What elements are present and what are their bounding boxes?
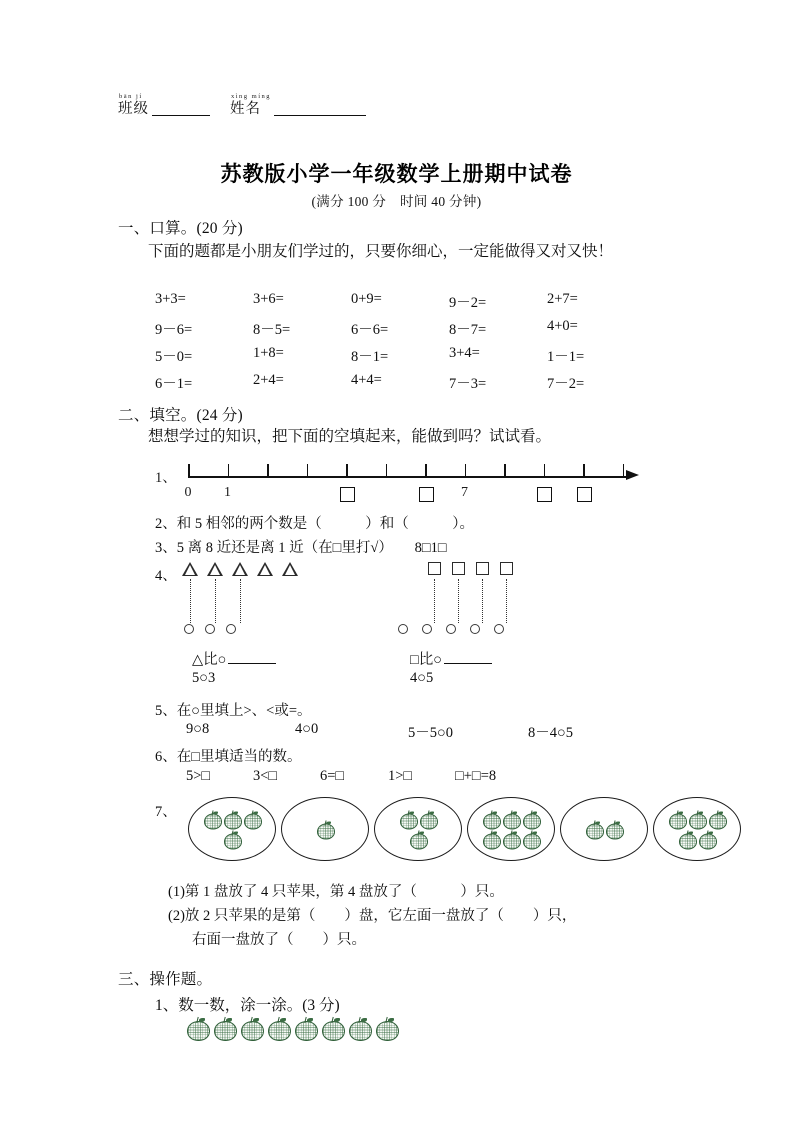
circle-shape — [205, 624, 215, 634]
class-field-label — [118, 93, 149, 117]
question-2-4-left-figure — [182, 562, 352, 658]
plate-apples — [569, 820, 639, 839]
apple-icon — [203, 810, 222, 829]
apple-icon — [348, 1016, 372, 1040]
numberline-tick — [425, 464, 427, 477]
class-input-blank[interactable] — [152, 101, 210, 116]
compare-top-row — [428, 562, 513, 575]
apple-icon — [223, 810, 242, 829]
apple-plates-row — [188, 797, 741, 861]
apple-icon — [186, 1016, 210, 1040]
question-2-1-numberline — [155, 458, 655, 514]
numberline-axis — [188, 476, 628, 478]
apple-icon — [585, 820, 604, 839]
q7-sub-2[interactable]: (2)放 2 只苹果的是第（ ）盘，它左面一盘放了（ ）只， — [168, 908, 577, 924]
apple-icon — [482, 830, 501, 849]
calc-item[interactable]: 1－1= — [547, 349, 585, 365]
circle-shape — [470, 624, 480, 634]
q6-item-4[interactable]: 1>□ — [388, 768, 413, 784]
numberline-tick — [386, 464, 388, 477]
triangle-shape — [207, 562, 223, 576]
q5-item-1[interactable]: 9○8 — [186, 721, 210, 737]
q1-number: 1、 — [155, 470, 177, 486]
apple-icon — [688, 810, 707, 829]
numberline-tick — [583, 464, 585, 477]
apple-plate — [560, 797, 648, 861]
calc-item[interactable]: 4+4= — [351, 372, 382, 388]
class-pinyin: bān jí — [119, 93, 143, 100]
circle-shape — [422, 624, 432, 634]
apple-icon — [321, 1016, 345, 1040]
apple-icon — [213, 1016, 237, 1040]
triangle-shape — [182, 562, 198, 576]
calc-item[interactable]: 0+9= — [351, 291, 382, 307]
apple-plate — [281, 797, 369, 861]
match-dotted-line — [215, 579, 216, 623]
match-dotted-line — [190, 579, 191, 623]
class-hanzi: 班级 — [118, 101, 149, 117]
q4-right-compare[interactable]: 4○5 — [410, 670, 434, 686]
compare-top-row — [182, 562, 298, 576]
q4-left-caption[interactable] — [192, 648, 276, 669]
square-shape — [500, 562, 513, 575]
calc-item[interactable]: 9－2= — [449, 295, 487, 311]
numberline-tick — [465, 464, 467, 477]
calc-item[interactable]: 8－7= — [449, 322, 487, 338]
numberline-tick — [228, 464, 230, 477]
section-3-question-1: 1、数一数，涂一涂。(3 分) — [155, 997, 340, 1014]
apple-plate — [188, 797, 276, 861]
question-2-3[interactable]: 3、5 离 8 近还是离 1 近（在□里打√） 8□1□ — [155, 540, 447, 556]
apple-icon — [267, 1016, 291, 1040]
numberline-tick — [188, 464, 190, 477]
apple-icon — [399, 810, 418, 829]
plate-apples — [476, 810, 546, 849]
q6-item-2[interactable]: 3<□ — [253, 768, 278, 784]
section-2-heading: 二、填空。(24 分) — [118, 407, 243, 424]
q4-right-caption[interactable] — [410, 648, 492, 669]
numberline-answer-box[interactable] — [419, 487, 434, 502]
calc-item[interactable]: 6－6= — [351, 322, 389, 338]
apple-icon — [409, 830, 428, 849]
numberline-arrow-icon — [626, 470, 639, 480]
apple-icon — [240, 1016, 264, 1040]
circle-shape — [446, 624, 456, 634]
plate-apples — [395, 810, 441, 849]
numberline-tick — [504, 464, 506, 477]
apple-count-row — [186, 1016, 399, 1040]
q7-sub-1[interactable]: (1)第 1 盘放了 4 只苹果，第 4 盘放了（ ）只。 — [168, 884, 504, 900]
circle-shape — [398, 624, 408, 634]
apple-icon — [698, 830, 717, 849]
page-title: 苏教版小学一年级数学上册期中试卷 — [220, 162, 573, 186]
oral-arithmetic-grid — [155, 291, 645, 393]
apple-icon — [223, 830, 242, 849]
apple-icon — [678, 830, 697, 849]
calc-item[interactable]: 5－0= — [155, 349, 193, 365]
calc-item[interactable]: 6－1= — [155, 376, 193, 392]
q4-number: 4、 — [155, 568, 177, 584]
plate-apples — [313, 820, 337, 839]
match-dotted-line — [506, 579, 507, 623]
calc-item[interactable]: 8－5= — [253, 322, 291, 338]
apple-icon — [375, 1016, 399, 1040]
square-shape — [476, 562, 489, 575]
apple-icon — [482, 810, 501, 829]
q5-item-4[interactable]: 8－4○5 — [528, 725, 574, 741]
circle-shape — [184, 624, 194, 634]
numberline-label: 0 — [184, 485, 192, 500]
apple-plate — [653, 797, 741, 861]
triangle-shape — [257, 562, 273, 576]
q6-item-5[interactable]: □+□=8 — [455, 768, 497, 784]
calc-item[interactable]: 3+6= — [253, 291, 284, 307]
apple-icon — [316, 820, 335, 839]
q4-left-answer-blank[interactable] — [228, 650, 276, 664]
numberline-tick — [544, 464, 546, 477]
q5-item-3[interactable]: 5－5○0 — [408, 725, 454, 741]
section-1-heading: 一、口算。(20 分) — [118, 220, 243, 237]
student-info-line — [118, 93, 366, 117]
numberline-tick — [307, 464, 309, 477]
question-2-2[interactable]: 2、和 5 相邻的两个数是（ ）和（ ）。 — [155, 516, 474, 532]
calc-item[interactable]: 2+7= — [547, 291, 578, 307]
calc-item[interactable]: 8－1= — [351, 349, 389, 365]
triangle-shape — [232, 562, 248, 576]
match-dotted-line — [240, 579, 241, 623]
q4-right-answer-blank[interactable] — [444, 650, 492, 664]
apple-icon — [294, 1016, 318, 1040]
calc-item[interactable]: 3+3= — [155, 291, 186, 307]
triangle-shape — [282, 562, 298, 576]
numberline-label: 1 — [224, 485, 231, 500]
calc-item[interactable]: 9－6= — [155, 322, 193, 338]
apple-icon — [243, 810, 262, 829]
numberline-answer-box[interactable] — [537, 487, 552, 502]
calc-item[interactable]: 7－3= — [449, 376, 487, 392]
name-hanzi: 姓名 — [230, 101, 261, 117]
numberline-tick — [623, 464, 625, 477]
apple-icon — [502, 830, 521, 849]
apple-icon — [708, 810, 727, 829]
apple-icon — [668, 810, 687, 829]
plate-apples — [197, 810, 267, 849]
apple-plate — [467, 797, 555, 861]
compare-bottom-row — [184, 624, 236, 634]
q4-left-caption-text: △比○ — [192, 652, 227, 668]
apple-icon — [419, 810, 438, 829]
q6-item-1[interactable]: 5>□ — [186, 768, 211, 784]
page-subtitle: (满分 100 分 时间 40 分钟) — [311, 194, 482, 209]
numberline-label: 7 — [461, 485, 468, 500]
q6-item-3[interactable]: 6=□ — [320, 768, 345, 784]
apple-icon — [502, 810, 521, 829]
circle-shape — [494, 624, 504, 634]
calc-item[interactable]: 4+0= — [547, 318, 578, 334]
numberline-tick — [346, 464, 348, 477]
calc-item[interactable]: 3+4= — [449, 345, 480, 361]
name-pinyin: xìng míng — [231, 93, 272, 100]
question-2-6-prompt: 6、在□里填适当的数。 — [155, 749, 302, 765]
calc-item[interactable]: 7－2= — [547, 376, 585, 392]
square-shape — [428, 562, 441, 575]
q5-item-2[interactable]: 4○0 — [295, 721, 319, 737]
q7-sub-2-cont[interactable]: 右面一盘放了（ ）只。 — [192, 932, 366, 948]
square-shape — [452, 562, 465, 575]
match-dotted-line — [458, 579, 459, 623]
numberline-answer-box[interactable] — [577, 487, 592, 502]
name-input-blank[interactable] — [274, 101, 366, 116]
apple-plate — [374, 797, 462, 861]
match-dotted-line — [434, 579, 435, 623]
q4-left-compare[interactable]: 5○3 — [192, 670, 216, 686]
numberline-answer-box[interactable] — [340, 487, 355, 502]
section-2-intro: 想想学过的知识，把下面的空填起来，能做到吗？试试看。 — [148, 428, 552, 445]
q7-number: 7、 — [155, 804, 177, 820]
apple-icon — [522, 830, 541, 849]
apple-icon — [522, 810, 541, 829]
apple-icon — [605, 820, 624, 839]
question-2-5-prompt: 5、在○里填上>、<或=。 — [155, 703, 312, 719]
compare-bottom-row — [398, 624, 504, 634]
question-2-4-right-figure — [398, 562, 588, 658]
plate-apples — [662, 810, 732, 849]
section-3-heading: 三、操作题。 — [118, 971, 213, 988]
numberline-tick — [267, 464, 269, 477]
calc-item[interactable]: 1+8= — [253, 345, 284, 361]
calc-item[interactable]: 2+4= — [253, 372, 284, 388]
q4-right-caption-text: □比○ — [410, 652, 443, 668]
name-field-label — [230, 93, 271, 117]
circle-shape — [226, 624, 236, 634]
match-dotted-line — [482, 579, 483, 623]
section-1-intro: 下面的题都是小朋友们学过的，只要你细心，一定能做得又对又快！ — [148, 243, 614, 260]
